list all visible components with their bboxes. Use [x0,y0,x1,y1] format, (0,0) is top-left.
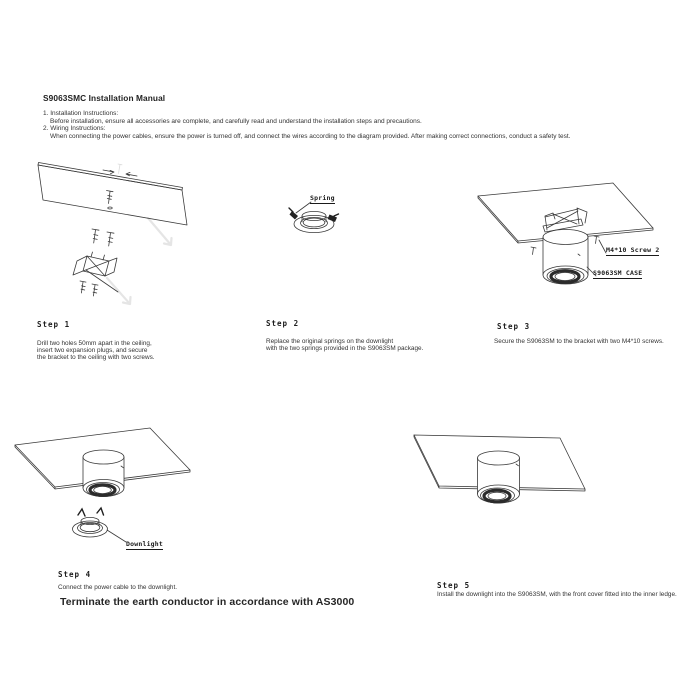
step5-line: Install the downlight into the S9063SM, with the front cover fitted into the inner ledge. [437,591,677,598]
instruction-line: When connecting the power cables, ensure the power is turned off, and connect the wires according to the diagram provided. After making correct connections, conduct a safety test. [50,132,571,140]
step4-label: Step 4 [58,570,92,579]
bracket [543,208,587,232]
step4-line: Connect the power cable to the downlight. [58,584,178,591]
step2-line: Replace the original springs on the downlight [266,338,394,345]
step4-text [58,584,177,591]
step3-text [494,338,664,345]
earth-conductor-note: Terminate the earth conductor in accordance with AS3000 [60,596,355,608]
step1-line: Drill two holes 50mm apart in the ceiling, [37,340,152,347]
step3-label: Step 3 [497,322,531,331]
step1-line: insert two expansion plugs, and secure [37,347,148,354]
step1-label: Step 1 [37,320,71,329]
installed-downlight [478,451,520,503]
step4-diagram [10,420,195,562]
instructions-block [43,110,603,140]
case-label: S9063SM CASE [593,269,643,277]
step3-diagram [475,180,660,305]
downlight-fitting [73,508,108,537]
case-cylinder [543,230,588,285]
step1-line: the bracket to the ceiling with two screws. [37,354,155,361]
bracket [73,252,118,292]
step3-line: Secure the S9063SM to the bracket with two M4*10 screws. [494,338,664,345]
screw-label: M4*10 Screw 2 [606,246,660,254]
spring-label: Spring [310,194,335,202]
step2-line: with the two springs provided in the S9063SM package. [266,345,424,352]
instruction-line: 2. Wiring Instructions: [43,125,106,132]
step5-diagram [400,422,600,524]
step1-diagram [30,158,200,310]
downlight-label: Downlight [126,540,164,548]
case-cylinder [83,450,124,497]
instruction-line: Before installation, ensure all accessories are complete, and carefully read and understand the installation steps and precautions. [50,117,422,125]
screw-icon [92,229,114,246]
screw-icon [80,281,98,296]
page-title: S9063SMC Installation Manual [43,93,166,103]
instruction-line: 1. Installation Instructions: [43,110,119,117]
screw-icon [107,191,114,210]
step5-label: Step 5 [437,581,471,590]
leader-line [107,530,126,542]
step2-text [266,338,423,352]
leader-line [296,202,311,213]
step5-text [437,591,677,598]
step1-text [37,340,155,361]
downlight-trim [294,211,334,232]
step2-label: Step 2 [266,319,300,328]
